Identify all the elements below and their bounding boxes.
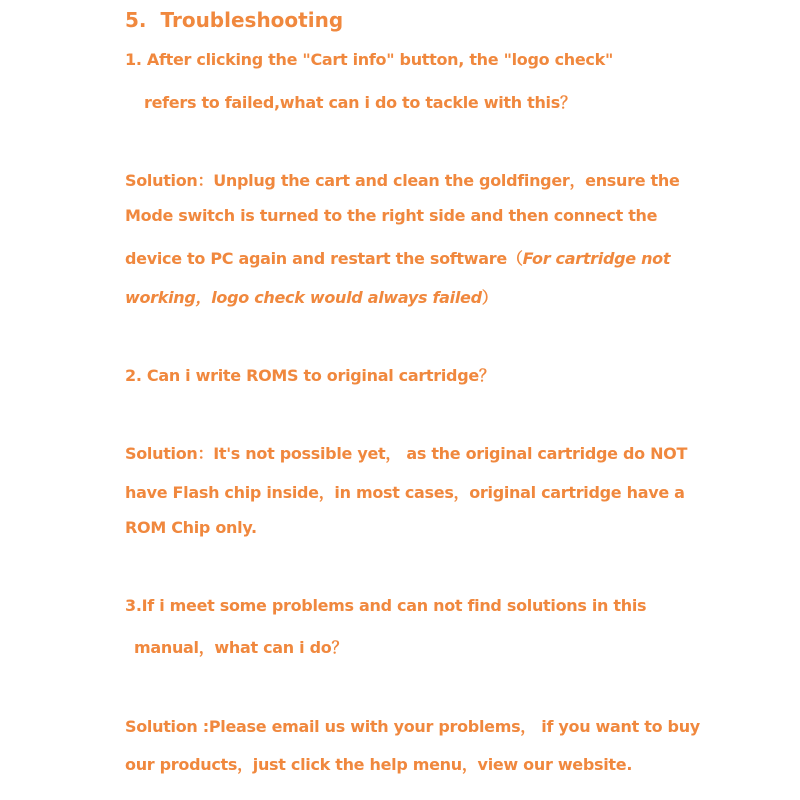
faq-2-answer-line-2: have Flash chip inside，in most cases，original cartridge have a [125, 483, 685, 502]
faq-3-answer-line-2: our products，just click the help menu，view our website. [125, 755, 633, 774]
faq-1-answer-line-1: Solution：Unplug the cart and clean the goldfinger，ensure the [125, 171, 680, 190]
faq-1-answer-italic-note: For cartridge not [522, 249, 671, 268]
faq-2-answer-line-1: Solution：It's not possible yet， as the original cartridge do NOT [125, 444, 688, 463]
faq-3-answer-line-1: Solution :Please email us with your problems， if you want to buy [125, 717, 700, 736]
faq-1-answer-italic-note-cont: working，logo check would always failed [125, 288, 482, 307]
faq-3-question-line-2: manual，what can i do？ [134, 638, 348, 657]
faq-2-answer-line-3: ROM Chip only. [125, 518, 257, 537]
faq-1-answer-line-4 [125, 285, 497, 308]
faq-1-question-line-2: refers to failed,what can i do to tackle with this？ [144, 93, 576, 112]
faq-1-answer-line-2: Mode switch is turned to the right side and then connect the [125, 206, 658, 225]
faq-2-question-line-1: 2. Can i write ROMS to original cartridge？ [125, 366, 495, 385]
faq-1-answer-line-3-text: device to PC again and restart the software（ [125, 249, 523, 268]
faq-1-answer-close-paren: ） [481, 288, 498, 307]
faq-1-question-line-1: 1. After clicking the "Cart info" button, the "logo check" [125, 50, 613, 69]
section-title: Troubleshooting [160, 8, 344, 32]
faq-3-question-line-1: 3.If i meet some problems and can not find solutions in this [125, 596, 647, 615]
faq-1-answer-line-3 [125, 246, 670, 269]
section-number: 5. [125, 8, 147, 32]
section-heading [125, 8, 343, 32]
